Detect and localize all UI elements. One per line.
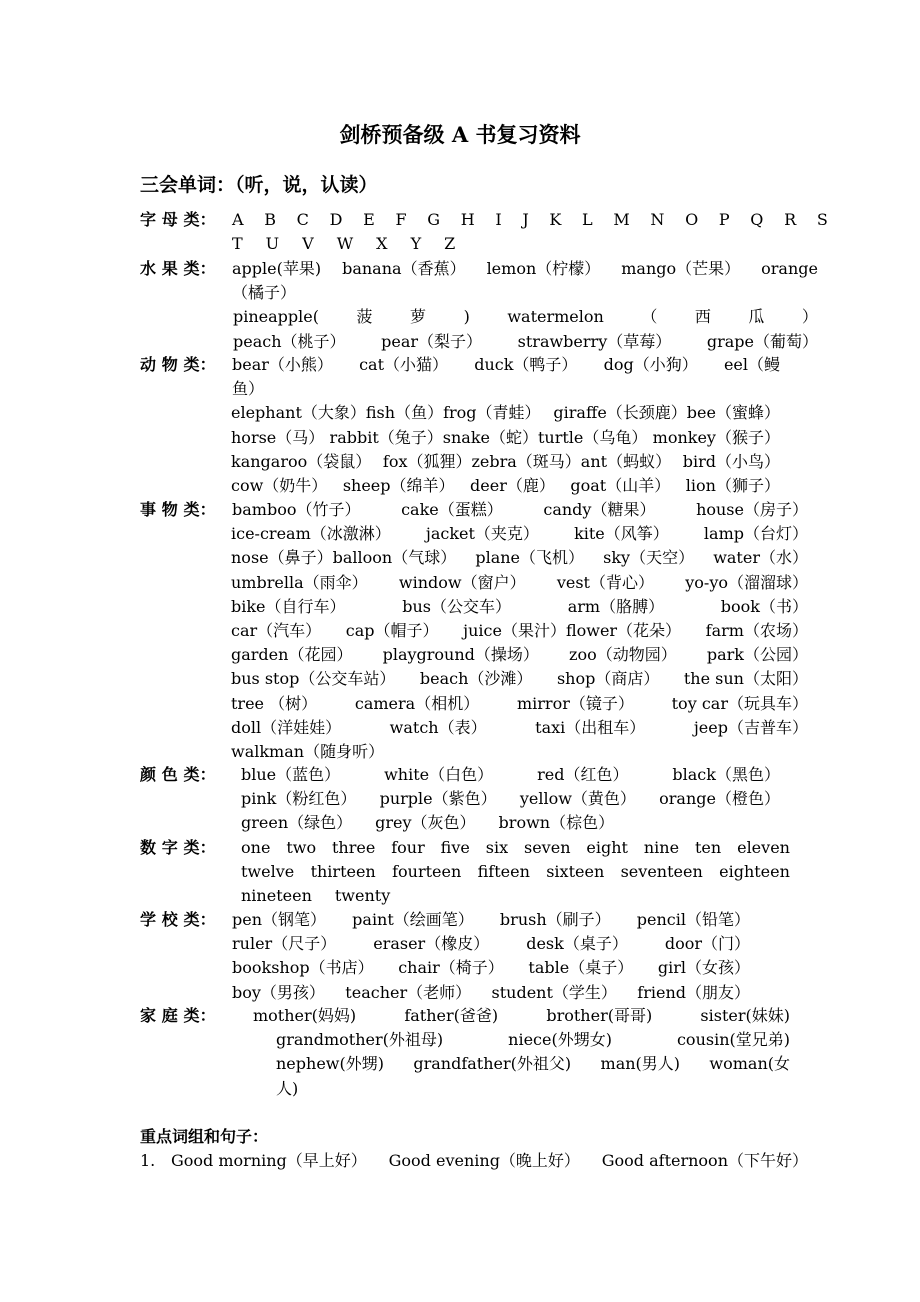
vocab-word: 人): [276, 1078, 299, 1098]
vocab-row: [0, 932, 920, 956]
vocab-word: man(男人): [600, 1054, 681, 1074]
vocab-word: M: [613, 210, 630, 229]
vocab-row: [0, 450, 920, 474]
category-label: 水 果 类：: [140, 259, 216, 278]
vocab-word: girl（女孩）: [657, 958, 750, 978]
vocab-word: sheep（绵羊）: [342, 476, 455, 495]
vocab-row: [0, 281, 920, 305]
vocab-word: tree （树）: [231, 693, 318, 713]
vocab-word: nose（鼻子）balloon（气球）: [231, 548, 457, 568]
vocab-word: doll（洋娃娃）: [231, 717, 342, 737]
vocab-row: [0, 811, 920, 835]
vocab-row: [0, 981, 920, 1005]
vocab-word: grandmother(外祖母): [276, 1030, 444, 1050]
vocab-word: candy（糖果）: [543, 500, 656, 519]
vocab-word: cat（小猫）: [359, 355, 449, 374]
vocab-word: orange（橙色）: [659, 789, 780, 809]
vocab-line: [231, 450, 780, 474]
vocab-word: B: [264, 210, 276, 229]
vocab-word: student（学生）: [491, 982, 617, 1002]
vocab-word: boy（男孩）: [232, 982, 325, 1002]
vocab-word: X: [376, 234, 388, 254]
vocab-line: [231, 546, 808, 570]
category-label: 学 校 类：: [140, 910, 216, 929]
vocab-word: lemon（柠檬）: [486, 259, 601, 278]
vocab-row: [0, 353, 920, 377]
phrase-item: Good afternoon（下午好）: [601, 1151, 808, 1170]
vocab-word: sister(妹妹): [700, 1006, 790, 1025]
vocab-word: plane（飞机）: [475, 548, 585, 568]
vocab-word: ruler（尺子）: [232, 934, 337, 954]
vocab-word: four: [391, 838, 425, 857]
vocab-word: Y: [410, 234, 422, 254]
vocab-word: two: [286, 838, 317, 857]
vocab-word: niece(外甥女): [508, 1030, 612, 1050]
vocab-word: goat（山羊）: [570, 476, 671, 495]
vocab-word: red（红色）: [537, 765, 629, 784]
vocab-word: I: [495, 210, 502, 229]
vocab-word: elephant（大象）fish（鱼）frog（青蛙）: [231, 403, 541, 423]
vocab-word: garden（花园）: [231, 645, 353, 665]
vocab-word: L: [582, 210, 593, 229]
vocab-row: [0, 232, 920, 256]
vocab-word: bird（小鸟）: [682, 451, 780, 471]
vocab-word: six: [485, 838, 509, 857]
vocab-row: [0, 716, 920, 740]
vocab-word: camera（相机）: [354, 693, 480, 713]
vocab-word: walkman（随身听）: [231, 742, 385, 761]
vocab-word: window（窗户）: [398, 572, 526, 592]
vocab-word: H: [460, 210, 475, 229]
vocab-row: [0, 1004, 920, 1028]
vocab-word: house（房子）: [696, 500, 808, 519]
vocab-word: the sun（太阳）: [683, 669, 808, 689]
vocab-word: cake（蛋糕）: [401, 500, 503, 519]
vocab-word: grandfather(外祖父): [413, 1054, 572, 1074]
vocab-word: apple(苹果): [232, 259, 322, 278]
vocab-line: [231, 692, 808, 716]
vocab-word: pen（钢笔）: [232, 910, 327, 929]
vocab-word: eighteen: [719, 862, 790, 882]
vocab-word: eleven: [737, 838, 790, 857]
vocab-word: yellow（黄色）: [519, 789, 636, 809]
vocab-word: green（绿色）: [241, 813, 353, 833]
vocab-word: door（门）: [664, 934, 750, 954]
vocab-row: [0, 474, 920, 498]
vocab-row: [0, 426, 920, 450]
category-label: 数 字 类：: [140, 838, 216, 857]
vocab-word: sixteen: [546, 862, 605, 882]
vocab-word: table（桌子）: [528, 958, 634, 978]
vocab-line: [231, 740, 808, 764]
vocab-line: [231, 716, 808, 740]
vocab-word: dog（小狗）: [603, 355, 698, 374]
vocab-line: [231, 595, 808, 619]
vocab-line: [232, 208, 828, 232]
vocab-word: jeep（吉普车）: [693, 717, 808, 737]
vocab-word: farm（农场）: [705, 621, 808, 640]
vocab-word: eraser（橡皮）: [373, 934, 490, 954]
vocab-word: Z: [444, 234, 456, 254]
vocab-word: paint（绘画笔）: [352, 910, 474, 929]
vocab-word: zoo（动物园）: [569, 645, 677, 665]
phrase-number: 1.: [140, 1151, 156, 1170]
vocab-word: bamboo（竹子）: [232, 500, 361, 519]
vocab-word: white（白色）: [384, 765, 494, 784]
vocab-word: bus（公交车）: [402, 596, 511, 616]
vocab-row: [0, 498, 920, 522]
vocab-word: R: [784, 210, 797, 229]
category-label: 字 母 类：: [140, 210, 216, 229]
vocab-word: lamp（台灯）: [703, 524, 808, 544]
vocab-line: [232, 377, 780, 401]
vocab-word: F: [395, 210, 407, 229]
vocab-row: [0, 643, 920, 667]
vocab-word: A: [232, 210, 244, 229]
vocab-row: [0, 330, 920, 354]
vocab-line: [232, 281, 818, 305]
vocab-line: [232, 498, 808, 522]
phrase-row: [140, 1149, 808, 1173]
vocab-line: [232, 956, 750, 980]
vocab-word: orange: [761, 259, 818, 278]
vocab-word: C: [296, 210, 309, 229]
vocab-word: S: [816, 210, 828, 229]
vocab-row: [0, 860, 920, 884]
vocab-word: beach（沙滩）: [419, 669, 533, 689]
vocab-row: [0, 595, 920, 619]
vocab-word: P: [718, 210, 730, 229]
vocab-word: pear（梨子）: [381, 331, 483, 351]
vocab-line: [253, 1004, 790, 1028]
vocab-word: woman(女: [709, 1054, 790, 1074]
vocab-word: bus stop（公交车站）: [231, 669, 396, 689]
vocab-row: [0, 908, 920, 932]
vocab-line: [232, 908, 750, 932]
vocab-row: [0, 305, 920, 329]
vocab-word: sky（天空）: [603, 548, 695, 568]
vocab-line: [232, 257, 818, 281]
vocab-word: toy car（玩具车）: [671, 693, 808, 713]
vocab-word: fourteen: [392, 862, 462, 882]
vocab-word: U: [265, 234, 280, 254]
vocab-word: cap（帽子）: [345, 621, 439, 640]
vocab-row: [0, 571, 920, 595]
vocab-word: cow（奶牛）: [231, 476, 328, 495]
vocab-word: black（黑色）: [672, 765, 780, 784]
vocab-word: twenty: [334, 886, 391, 906]
vocab-word: W: [336, 234, 354, 254]
vocab-row: [0, 836, 920, 860]
vocab-word: kite（风筝）: [574, 524, 669, 544]
vocab-word: banana（香蕉）: [342, 259, 466, 278]
vocab-word: cousin(堂兄弟): [676, 1030, 790, 1050]
vocab-word: eel（鳗: [723, 355, 780, 374]
vocab-line: [241, 860, 790, 884]
vocab-word: 鱼）: [232, 379, 265, 399]
vocab-word: Q: [750, 210, 764, 229]
vocab-word: purple（紫色）: [379, 789, 497, 809]
vocab-word: park（公园）: [706, 645, 808, 665]
vocab-word: V: [302, 234, 314, 254]
vocab-line: [241, 787, 780, 811]
vocab-word: friend（朋友）: [637, 982, 750, 1002]
category-label: 事 物 类：: [140, 500, 216, 519]
vocab-word: 瓜: [748, 307, 765, 327]
vocab-line: [231, 571, 808, 595]
vocab-line: [241, 763, 780, 787]
vocab-word: lion（狮子）: [685, 476, 780, 495]
document-title: 剑桥预备级 A 书复习资料: [339, 122, 581, 147]
vocab-line: [231, 667, 808, 691]
vocab-word: 萝: [410, 307, 427, 327]
vocab-word: umbrella（雨伞）: [231, 572, 368, 592]
vocab-word: juice（果汁）flower（花朵）: [463, 621, 682, 640]
vocab-word: 菠: [356, 307, 373, 327]
vocab-word: thirteen: [310, 862, 376, 882]
vocab-word: teacher（老师）: [345, 982, 472, 1002]
vocab-line: [231, 619, 808, 643]
vocab-word: watermelon: [507, 307, 604, 327]
vocab-word: pineapple(: [233, 307, 319, 327]
phrase-items: [171, 1149, 808, 1173]
vocab-word: 西: [694, 307, 711, 327]
vocab-word: grey（灰色）: [375, 813, 476, 833]
vocab-word: duck（鸭子）: [474, 355, 578, 374]
phrase-item: Good evening（晚上好）: [388, 1151, 580, 1170]
vocab-line: [232, 232, 828, 256]
vocab-word: mirror（镜子）: [516, 693, 634, 713]
vocab-word: fox（狐狸）zebra（斑马）ant（蚂蚁）: [382, 451, 672, 471]
vocab-word: brother(哥哥): [546, 1006, 653, 1025]
vocab-word: one: [241, 838, 271, 857]
vocab-row: [0, 667, 920, 691]
vocab-word: O: [685, 210, 699, 229]
vocab-word: ice-cream（冰激淋）: [231, 524, 391, 544]
vocab-word: brush（刷子）: [499, 910, 611, 929]
vocab-line: [276, 1052, 790, 1076]
vocab-row: [0, 1052, 920, 1076]
vocab-row: [0, 546, 920, 570]
vocab-word: deer（鹿）: [470, 476, 555, 495]
vocab-word: giraffe（长颈鹿）bee（蜜蜂）: [553, 403, 780, 423]
vocab-word: T: [232, 234, 243, 254]
vocab-word: brown（棕色）: [498, 813, 615, 833]
vocab-row: [0, 1077, 920, 1101]
category-label: 动 物 类：: [140, 355, 216, 374]
vocab-word: yo-yo（溜溜球）: [685, 572, 808, 592]
vocab-word: car（汽车）: [231, 621, 322, 640]
vocab-line: [241, 836, 790, 860]
vocab-line: [231, 643, 808, 667]
vocab-word: nine: [643, 838, 680, 857]
vocab-word: blue（蓝色）: [241, 765, 341, 784]
vocab-row: [0, 787, 920, 811]
vocab-word: nineteen: [241, 886, 312, 906]
vocab-word: bookshop（书店）: [232, 958, 374, 978]
vocab-word: father(爸爸): [404, 1006, 499, 1025]
vocab-word: seven: [524, 838, 571, 857]
vocab-line: [241, 811, 780, 835]
vocab-word: bear（小熊）: [232, 355, 333, 374]
vocab-word: nephew(外甥): [276, 1054, 384, 1074]
vocab-word: seventeen: [620, 862, 703, 882]
vocab-word: N: [650, 210, 665, 229]
vocab-line: [233, 330, 818, 354]
vocab-word: ten: [694, 838, 722, 857]
vocab-word: （: [641, 307, 658, 327]
vocab-line: [231, 401, 780, 425]
vocab-word: playground（操场）: [382, 645, 539, 665]
vocab-word: K: [549, 210, 562, 229]
vocab-word: strawberry（草莓）: [517, 331, 672, 351]
vocab-word: monkey（猴子）: [652, 427, 780, 447]
vocab-word: mother(妈妈): [253, 1006, 357, 1025]
vocab-word: shop（商店）: [556, 669, 660, 689]
vocab-word: mango（芒果）: [621, 259, 741, 278]
vocab-word: grape（葡萄）: [706, 331, 818, 351]
vocab-line: [276, 1028, 790, 1052]
vocab-word: pencil（铅笔）: [636, 910, 750, 929]
vocab-row: [0, 1028, 920, 1052]
vocab-word: desk（桌子）: [526, 934, 628, 954]
vocab-row: [0, 522, 920, 546]
vocab-word: J: [522, 210, 529, 229]
vocab-line: [232, 981, 750, 1005]
vocab-line: [276, 1077, 790, 1101]
vocab-word: taxi（出租车）: [535, 717, 646, 737]
vocab-word: five: [440, 838, 470, 857]
vocab-row: [0, 208, 920, 232]
category-label: 家 庭 类：: [140, 1006, 216, 1025]
section-heading: 三会单词：（听，说，认读）: [140, 174, 378, 196]
vocab-row: [0, 257, 920, 281]
vocab-word: vest（背心）: [556, 572, 654, 592]
vocab-word: horse（马）: [231, 427, 325, 447]
vocab-word: arm（胳膊）: [567, 596, 665, 616]
vocab-word: three: [331, 838, 376, 857]
vocab-row: [0, 884, 920, 908]
vocab-row: [0, 401, 920, 425]
vocab-word: eight: [586, 838, 628, 857]
vocab-line: [241, 884, 790, 908]
vocab-word: ）: [801, 307, 818, 327]
vocab-word: G: [427, 210, 441, 229]
vocab-row: [0, 763, 920, 787]
vocab-word: E: [363, 210, 375, 229]
vocab-word: peach（桃子）: [233, 331, 346, 351]
vocab-word: kangaroo（袋鼠）: [231, 451, 372, 471]
vocab-word: twelve: [241, 862, 295, 882]
vocab-row: [0, 956, 920, 980]
vocab-row: [0, 740, 920, 764]
vocab-line: [233, 305, 818, 329]
vocab-word: D: [329, 210, 343, 229]
vocab-row: [0, 619, 920, 643]
vocab-word: chair（椅子）: [398, 958, 504, 978]
vocab-row: [0, 377, 920, 401]
vocab-word: ): [463, 307, 470, 327]
vocab-line: [231, 522, 808, 546]
vocab-word: （橘子）: [232, 283, 297, 303]
vocab-word: rabbit（兔子）snake（蛇）turtle（乌龟）: [329, 427, 648, 447]
vocab-word: pink（粉红色）: [241, 789, 357, 809]
category-label: 颜 色 类：: [140, 765, 216, 784]
vocab-line: [232, 353, 780, 377]
phrases-heading: 重点词组和句子：: [140, 1127, 269, 1146]
vocab-word: bike（自行车）: [231, 596, 346, 616]
vocab-word: water（水）: [713, 548, 808, 568]
vocab-line: [232, 932, 750, 956]
vocab-word: fifteen: [477, 862, 530, 882]
phrase-item: Good morning（早上好）: [171, 1151, 367, 1170]
vocab-word: watch（表）: [389, 717, 487, 737]
vocab-line: [231, 474, 780, 498]
vocab-word: book（书）: [720, 596, 808, 616]
vocab-row: [0, 692, 920, 716]
vocab-line: [231, 426, 780, 450]
vocab-word: jacket（夹克）: [425, 524, 539, 544]
